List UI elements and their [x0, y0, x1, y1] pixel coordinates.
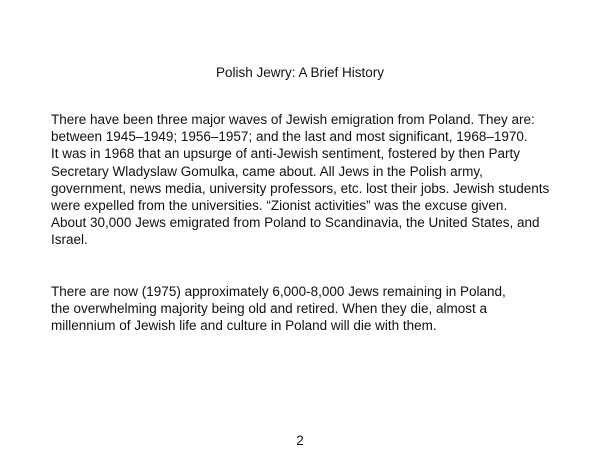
- paragraph-line: It was in 1968 that an upsurge of anti-Jewish sentiment, fostered by then Party: [51, 146, 521, 162]
- document-title: Polish Jewry: A Brief History: [215, 65, 385, 80]
- paragraph-line: millennium of Jewish life and culture in Poland will die with them.: [51, 318, 437, 334]
- paragraph-line: Israel.: [51, 232, 88, 248]
- paragraph-emigration-waves: [51, 111, 571, 249]
- paragraph-remaining-jews: [51, 283, 571, 335]
- paragraph-line: About 30,000 Jews emigrated from Poland to Scandinavia, the United States, and: [51, 215, 540, 231]
- paragraph-line: the overwhelming majority being old and retired. When they die, almost a: [51, 301, 487, 317]
- paragraph-line: government, news media, university professors, etc. lost their jobs. Jewish students: [51, 180, 550, 196]
- paragraph-line: There are now (1975) approximately 6,000-8,000 Jews remaining in Poland,: [51, 284, 506, 299]
- paragraph-line: between 1945–1949; 1956–1957; and the last and most significant, 1968–1970.: [51, 129, 528, 145]
- page-number: 2: [296, 433, 304, 448]
- paragraph-line: There have been three major waves of Jewish emigration from Poland. They are:: [51, 112, 535, 127]
- paragraph-line: Secretary Wladyslaw Gomulka, came about. All Jews in the Polish army,: [51, 163, 483, 179]
- paragraph-line: were expelled from the universities. “Zionist activities” was the excuse given.: [51, 198, 508, 214]
